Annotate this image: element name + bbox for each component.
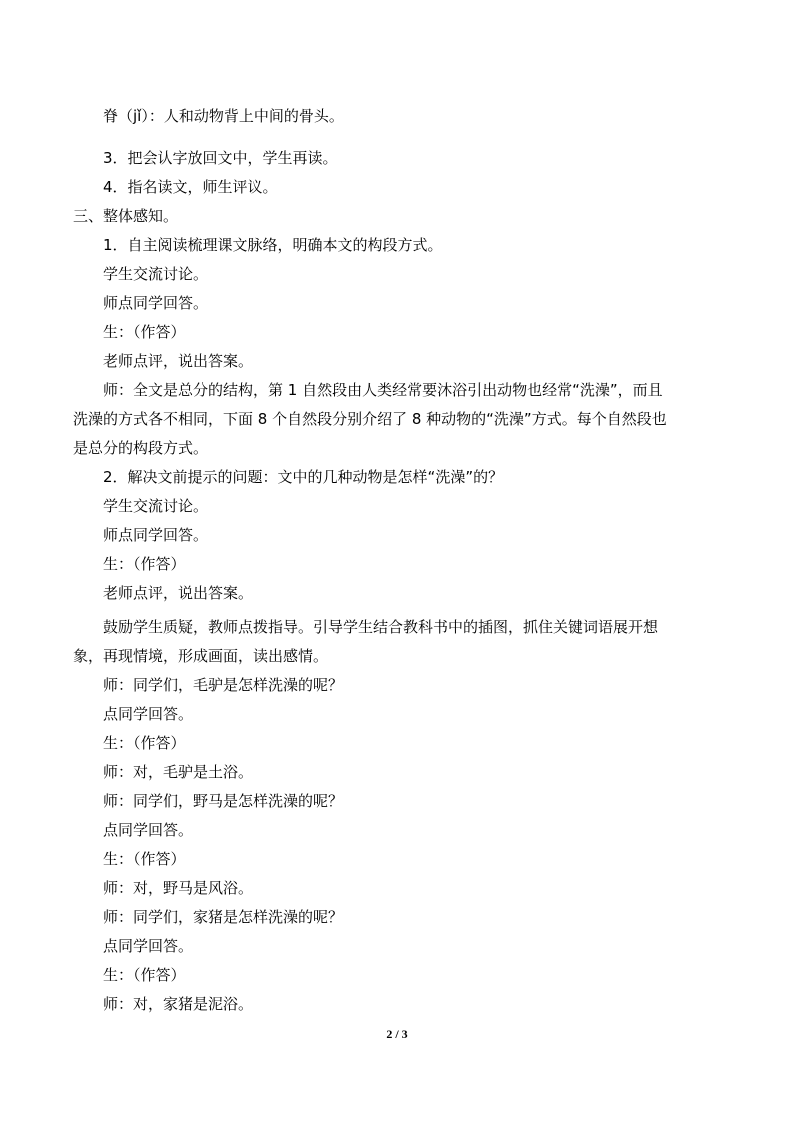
text-line: 生：（作答） xyxy=(103,850,186,868)
text-line: 师：同学们，野马是怎样洗澡的呢？ xyxy=(103,792,344,810)
text-line: 老师点评，说出答案。 xyxy=(103,584,254,602)
text-line: 师：同学们，毛驴是怎样洗澡的呢？ xyxy=(103,676,344,694)
text-line: 洗澡的方式各不相同，下面 8 个自然段分别介绍了 8 种动物的“洗澡”方式。每个自然段也 xyxy=(73,410,667,428)
text-line: 3．把会认字放回文中，学生再读。 xyxy=(103,149,338,167)
text-line: 1．自主阅读梳理课文脉络，明确本文的构段方式。 xyxy=(103,236,443,254)
text-line: 师：全文是总分的结构，第 1 自然段由人类经常要沐浴引出动物也经常“洗澡”，而且 xyxy=(103,381,663,399)
text-line: 学生交流讨论。 xyxy=(103,265,209,283)
text-line: 4．指名读文，师生评议。 xyxy=(103,178,278,196)
text-line: 2．解决文前提示的问题：文中的几种动物是怎样“洗澡”的？ xyxy=(103,468,504,486)
text-line: 是总分的构段方式。 xyxy=(73,439,209,457)
text-line: 师：同学们，家猪是怎样洗澡的呢？ xyxy=(103,908,344,926)
page-number: 2 / 3 xyxy=(386,1027,408,1041)
text-line: 生：（作答） xyxy=(103,323,186,341)
text-line: 生：（作答） xyxy=(103,555,186,573)
text-line: 师点同学回答。 xyxy=(103,294,209,312)
text-line: 学生交流讨论。 xyxy=(103,497,209,515)
section-heading: 三、整体感知。 xyxy=(73,207,179,225)
text-line: 脊（jǐ）：人和动物背上中间的骨头。 xyxy=(103,107,344,125)
text-line: 生：（作答） xyxy=(103,734,186,752)
text-line: 生：（作答） xyxy=(103,966,186,984)
text-line: 点同学回答。 xyxy=(103,937,194,955)
text-line: 老师点评，说出答案。 xyxy=(103,352,254,370)
text-line: 师：对，家猪是泥浴。 xyxy=(103,995,254,1013)
text-line: 师：对，野马是风浴。 xyxy=(103,879,254,897)
text-line: 点同学回答。 xyxy=(103,821,194,839)
text-line: 象，再现情境，形成画面，读出感情。 xyxy=(73,647,329,665)
text-line: 师点同学回答。 xyxy=(103,526,209,544)
text-line: 鼓励学生质疑，教师点拨指导。引导学生结合教科书中的插图，抓住关键词语展开想 xyxy=(103,618,659,636)
text-line: 点同学回答。 xyxy=(103,705,194,723)
text-line: 师：对，毛驴是土浴。 xyxy=(103,763,254,781)
